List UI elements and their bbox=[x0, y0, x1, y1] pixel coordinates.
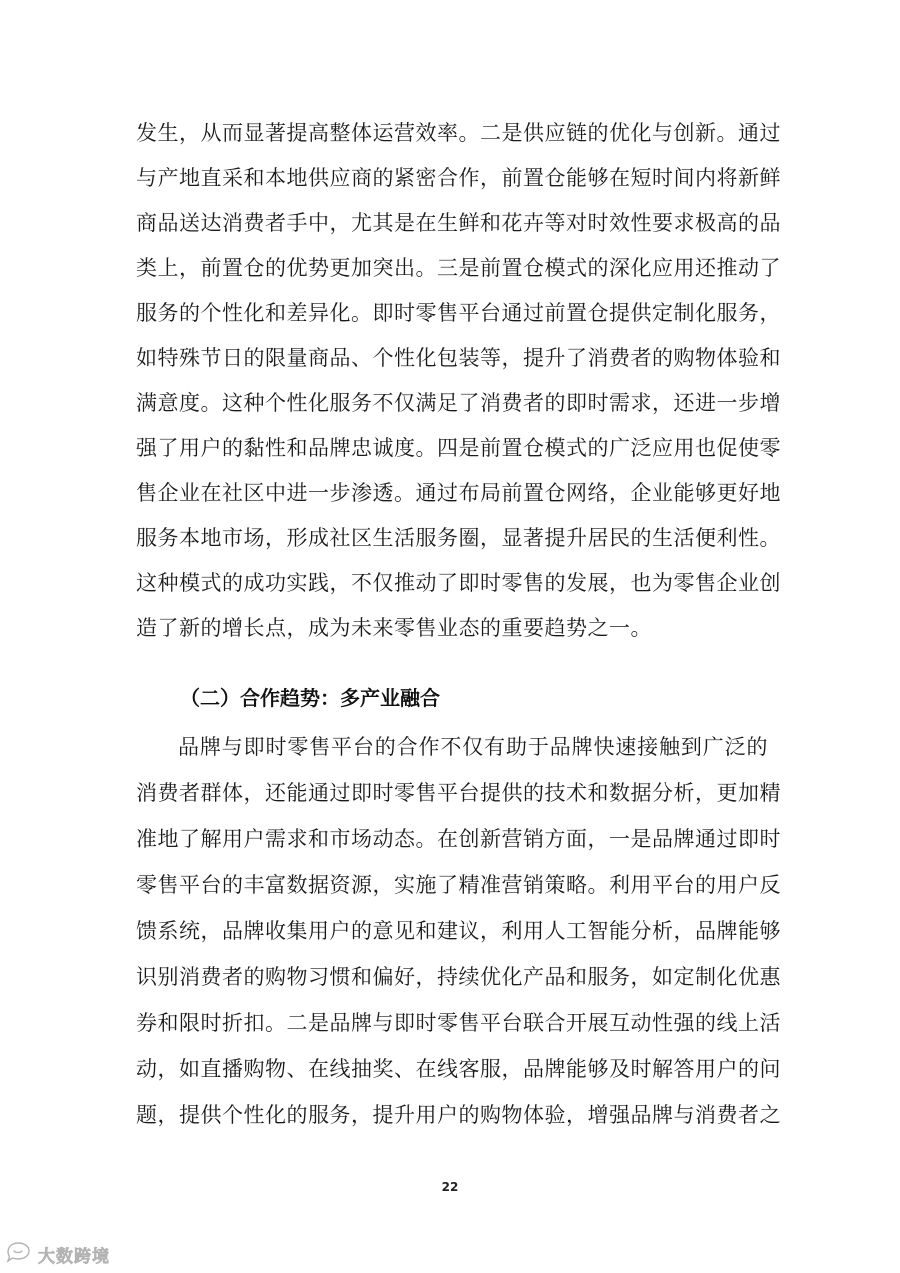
watermark bbox=[4, 1240, 110, 1268]
paragraph-2-line-8: 动，如直播购物、在线抽奖、在线客服，品牌能够及时解答用户的问 bbox=[136, 1057, 781, 1081]
paragraph-1-line-2: 与产地直采和本地供应商的紧密合作，前置仓能够在短时间内将新鲜 bbox=[136, 166, 781, 190]
paragraph-2-line-4: 零售平台的丰富数据资源，实施了精准营销策略。利用平台的用户反 bbox=[136, 873, 781, 897]
paragraph-2-line-2: 消费者群体，还能通过即时零售平台提供的技术和数据分析，更加精 bbox=[136, 781, 781, 805]
paragraph-2-line-9: 题，提供个性化的服务，提升用户的购物体验，增强品牌与消费者之 bbox=[136, 1103, 781, 1127]
paragraph-2-line-6: 识别消费者的购物习惯和偏好，持续优化产品和服务，如定制化优惠 bbox=[136, 965, 781, 989]
paragraph-2-line-5: 馈系统，品牌收集用户的意见和建议，利用人工智能分析，品牌能够 bbox=[136, 919, 781, 943]
paragraph-1-line-12: 造了新的增长点，成为未来零售业态的重要趋势之一。 bbox=[136, 616, 652, 640]
paragraph-1-line-11: 这种模式的成功实践，不仅推动了即时零售的发展，也为零售企业创 bbox=[136, 571, 781, 595]
paragraph-1-line-3: 商品送达消费者手中，尤其是在生鲜和花卉等对时效性要求极高的品 bbox=[136, 211, 781, 235]
paragraph-2-line-7: 券和限时折扣。二是品牌与即时零售平台联合开展互动性强的线上活 bbox=[136, 1011, 781, 1035]
paragraph-1-line-4: 类上，前置仓的优势更加突出。三是前置仓模式的深化应用还推动了 bbox=[136, 256, 781, 280]
paragraph-1-line-6: 如特殊节日的限量商品、个性化包装等，提升了消费者的购物体验和 bbox=[136, 346, 781, 370]
paragraph-1-line-9: 售企业在社区中进一步渗透。通过布局前置仓网络，企业能够更好地 bbox=[136, 481, 781, 505]
paragraph-2-line-3: 准地了解用户需求和市场动态。在创新营销方面，一是品牌通过即时 bbox=[136, 827, 781, 851]
paragraph-2-line-1: 品牌与即时零售平台的合作不仅有助于品牌快速接触到广泛的 bbox=[178, 735, 768, 759]
watermark-text: 大数跨境 bbox=[38, 1246, 110, 1267]
page-number: 22 bbox=[441, 1180, 459, 1194]
paragraph-1-line-5: 服务的个性化和差异化。即时零售平台通过前置仓提供定制化服务， bbox=[136, 301, 781, 325]
section-heading: （二）合作趋势：多产业融合 bbox=[180, 686, 440, 710]
chat-bubble-logo-icon bbox=[4, 1240, 34, 1268]
paragraph-1-line-1: 发生，从而显著提高整体运营效率。二是供应链的优化与创新。通过 bbox=[136, 121, 781, 145]
paragraph-1-line-10: 服务本地市场，形成社区生活服务圈，显著提升居民的生活便利性。 bbox=[136, 526, 781, 550]
paragraph-1-line-8: 强了用户的黏性和品牌忠诚度。四是前置仓模式的广泛应用也促使零 bbox=[136, 436, 781, 460]
paragraph-1-line-7: 满意度。这种个性化服务不仅满足了消费者的即时需求，还进一步增 bbox=[136, 391, 781, 415]
